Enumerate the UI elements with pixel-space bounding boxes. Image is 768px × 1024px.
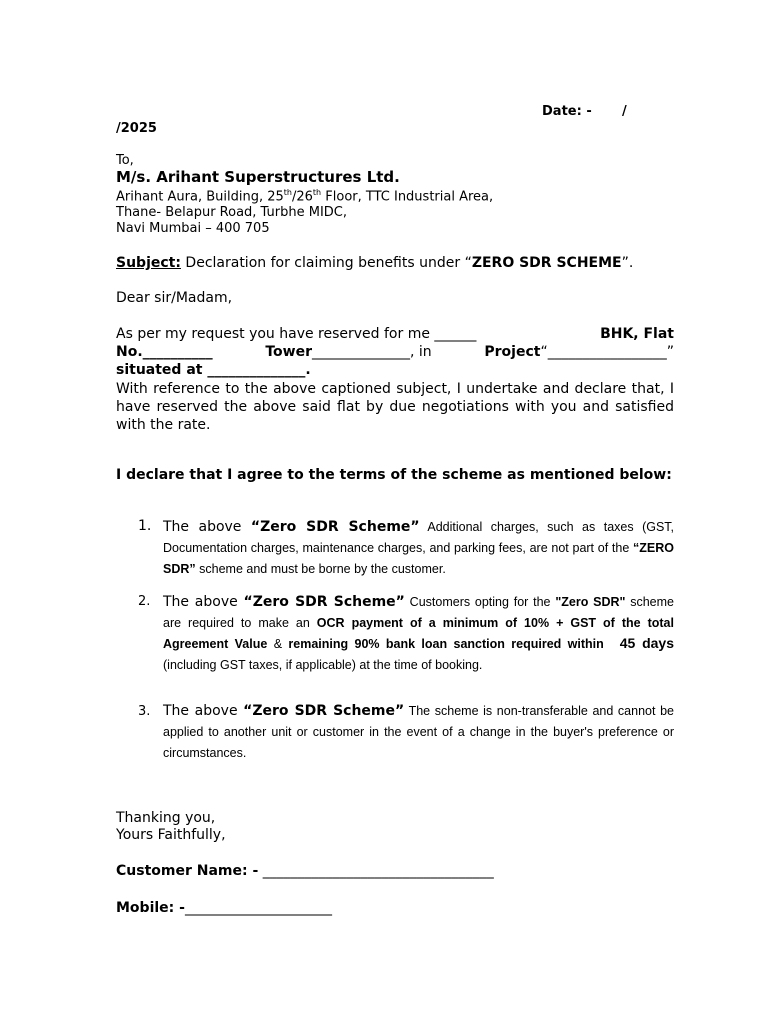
item-1-number: 1. <box>138 518 152 534</box>
salutation: Dear sir/Madam, <box>116 290 233 306</box>
item-2-number: 2. <box>138 594 151 609</box>
company-name: M/s. Arihant Superstructures Ltd. <box>116 168 400 186</box>
to-label: To, <box>116 153 134 168</box>
declaration-heading: I declare that I agree to the terms of the scheme as mentioned below: <box>116 467 672 483</box>
item-2-text: The above “Zero SDR Scheme” Customers opting for the "Zero SDR" scheme are required to make an OCR payment of a minimum of 10% + GST of the total Agreement Value & remaining 90% bank loan sanction required within 45 days (including GST taxes, if applicable) at the time of booking. <box>163 594 674 672</box>
undertaking-paragraph: With reference to the above captioned subject, I undertake and declare that, I have reserved the above said flat by due negotiations with you and satisfied with the rate. <box>116 381 674 433</box>
date-slash: / <box>622 104 627 119</box>
item-1-text: The above “Zero SDR Scheme” Additional charges, such as taxes (GST, Documentation charges, maintenance charges, and parking fees, are not part of the “ZERO SDR” scheme and must be borne by the customer. <box>163 519 675 576</box>
address-line-2: Thane- Belapur Road, Turbhe MIDC, <box>116 205 347 220</box>
subject-line: Subject: Declaration for claiming benefits under “ZERO SDR SCHEME”. <box>116 255 634 271</box>
date-label: Date: - <box>542 104 592 119</box>
closing-faithfully: Yours Faithfully, <box>116 827 226 843</box>
reservation-line-1: As per my request you have reserved for me ______ BHK, Flat <box>116 326 674 342</box>
date-year: /2025 <box>116 121 157 136</box>
customer-name-field[interactable]: Customer Name: - _________________________________ <box>116 863 494 879</box>
reservation-line-2: No.__________ Tower______________, in Project“_________________” <box>116 344 674 360</box>
reservation-line-3: situated at ______________. <box>116 362 311 378</box>
address-line-3: Navi Mumbai – 400 705 <box>116 221 270 236</box>
item-3-text: The above “Zero SDR Scheme” The scheme is non-transferable and cannot be applied to another unit or customer in the event of a change in the buyer's preference or circumstances. <box>163 703 674 760</box>
address-line-1: Arihant Aura, Building, 25th/26th Floor, TTC Industrial Area, <box>116 188 494 205</box>
closing-thanks: Thanking you, <box>116 810 216 826</box>
mobile-field[interactable]: Mobile: -_____________________ <box>116 900 332 916</box>
item-3-number: 3. <box>138 704 151 719</box>
